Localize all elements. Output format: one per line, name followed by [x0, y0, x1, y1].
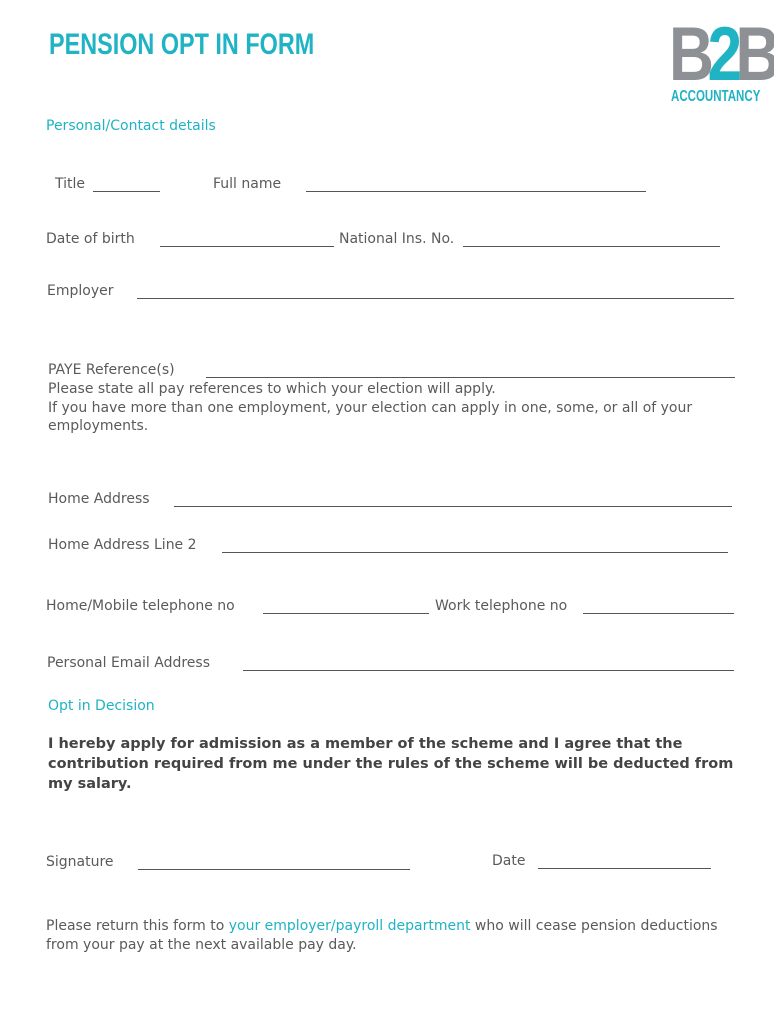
date-label: Date: [492, 853, 526, 869]
fullname-label: Full name: [213, 176, 282, 192]
home-address2-field[interactable]: [222, 552, 728, 553]
paye-field[interactable]: [206, 377, 735, 378]
home-phone-field[interactable]: [263, 613, 429, 614]
return-text-end: who will cease pension deductions from your pay at the next available pay day.: [46, 918, 718, 953]
employer-field[interactable]: [137, 298, 734, 299]
signature-label: Signature: [46, 854, 114, 870]
paye-note-line-1: Please state all pay references to which your election will apply.: [48, 381, 496, 397]
fullname-field[interactable]: [306, 191, 646, 192]
logo-subtitle: ACCOUNTANCY: [671, 88, 761, 105]
return-highlight: your employer/payroll department: [228, 918, 471, 934]
logo-letter-b: B: [669, 12, 708, 97]
home-phone-label: Home/Mobile telephone no: [46, 598, 235, 614]
paye-note: [48, 380, 753, 436]
logo-letter-b-2: B: [735, 12, 774, 97]
dob-field[interactable]: [160, 246, 334, 247]
ni-label: National Ins. No.: [339, 231, 455, 247]
signature-field[interactable]: [138, 869, 410, 870]
email-field[interactable]: [243, 670, 734, 671]
email-label: Personal Email Address: [47, 655, 211, 671]
home-address-label: Home Address: [48, 491, 150, 507]
work-phone-label: Work telephone no: [435, 598, 568, 614]
date-field[interactable]: [538, 868, 711, 869]
home-address2-label: Home Address Line 2: [48, 537, 197, 553]
return-instructions: [46, 917, 746, 954]
declaration-text: I hereby apply for admission as a member of the scheme and I agree that the contribution required from me under the rules of the scheme will be deducted from my salary.: [48, 736, 734, 792]
title-field[interactable]: [93, 191, 160, 192]
employer-label: Employer: [47, 283, 114, 299]
home-address-field[interactable]: [174, 506, 732, 507]
logo-number-2: 2: [707, 12, 736, 97]
title-label: Title: [55, 176, 86, 192]
form-title: PENSION OPT IN FORM: [49, 28, 315, 61]
section-heading-optin: Opt in Decision: [48, 698, 155, 714]
paye-note-line-2: If you have more than one employment, your election can apply in one, some, or all of your employments.: [48, 399, 693, 434]
ni-field[interactable]: [463, 246, 720, 247]
section-heading-personal: Personal/Contact details: [46, 118, 216, 134]
paye-label: PAYE Reference(s): [48, 362, 175, 378]
dob-label: Date of birth: [46, 231, 135, 247]
work-phone-field[interactable]: [583, 613, 734, 614]
return-text-start: Please return this form to: [46, 918, 229, 934]
